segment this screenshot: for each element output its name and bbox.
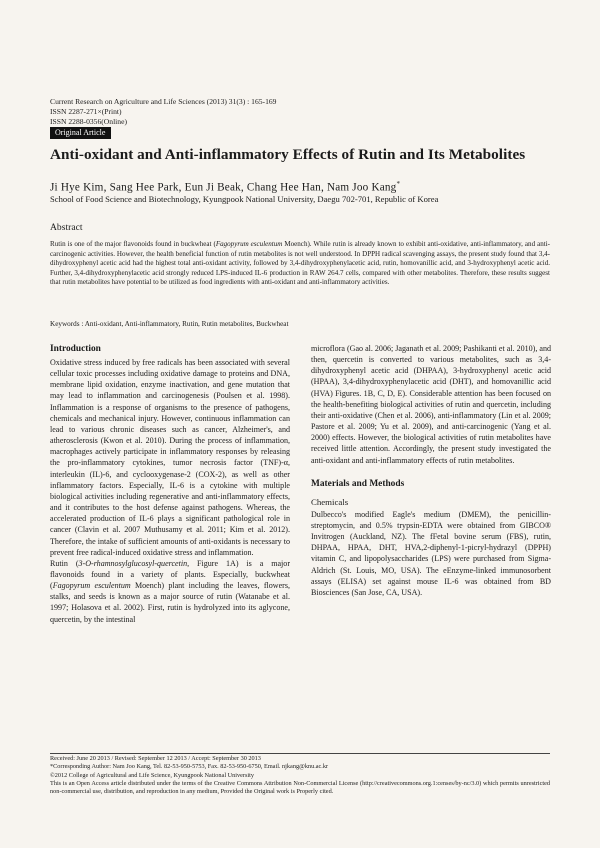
methods-heading: Materials and Methods xyxy=(311,478,405,489)
intro-p2-italic-1: 3-O-rhamnosylglucosyl-quercetin xyxy=(78,558,188,568)
article-title: Anti-oxidant and Anti-inflammatory Effects of Rutin and Its Metabolites xyxy=(50,146,526,163)
article-type-badge: Original Article xyxy=(50,127,111,139)
author-names: Ji Hye Kim, Sang Hee Park, Eun Ji Beak, Chang Hee Han, Nam Joo Kang xyxy=(50,181,397,194)
chemicals-paragraph: Dulbecco's modified Eagle's medium (DMEM), the penicillin-streptomycin, and 0.5% trypsin-EDTA were obtained from GIBCO® Invitrogen (Auckland, NZ). The fFetal bovine serum (FBS), rutin, DHPAA, HPAA, DHT, HVA,2-diphenyl-1-picryl-hydrazyl (DPPH) vitamin C, and lipopolysaccharides (LPS) were purchased from Sigma-Aldrich (St. Louis, MO, USA). The eEnzyme-linked immunosorbent assays (ELISA) set against mouse IL-6 was obtained from BD Biosciences (San Jose, CA, USA). xyxy=(311,509,551,597)
footer-corresponding: *Corresponding Author: Nam Joo Kang, Tel. 82-53-950-5753, Fax. 82-53-950-6750, Email. njkang@knu.ac.kr xyxy=(50,763,329,771)
intro-p2-italic-2: Fagopyrum esculentum xyxy=(52,581,131,591)
intro-p2-text-a: Rutin ( xyxy=(50,558,79,568)
intro-paragraph-2 xyxy=(50,558,290,625)
journal-header xyxy=(50,97,276,127)
abstract-text-2: Moench). While rutin is already known to exhibit anti-oxidative, anti-inflammatory, and anti-carcinogenic activities. However, the health beneficial function of rutin metabolites is not well understood. In DPPH radical scavenging assays, the present study found that 3,4-dihydroxyphenyl acetic acid had the highest total anti-oxidant activity, followed by 3,4-dihydroxyphenylacetic acid, rutin, homovanillic acid, and 3-hydroxyphenyl acetic acid. Further, 3,4-dihydroxyphenylacetic acid strongly reduced LPS-induced IL-6 production in RAW 264.7 cells, compared with other metabolites. Therefore, these results suggest that rutin metabolites have potential to be utilized as food ingredients with anti-oxidant and anti-inflammatory activities. xyxy=(50,240,550,286)
abstract-heading: Abstract xyxy=(50,222,83,233)
footer-divider xyxy=(50,753,550,754)
footer-dates: Received: June 20 2013 / Revised: September 12 2013 / Accept: September 30 2013 xyxy=(50,755,261,762)
corresponding-mark: * xyxy=(396,180,401,188)
journal-citation: Current Research on Agriculture and Life Sciences (2013) 31(3) : 165-169 xyxy=(50,97,277,106)
issn-print: ISSN 2287-271×(Print) xyxy=(50,107,122,116)
author-list xyxy=(50,180,400,194)
footer-license: This is an Open Access article distributed under the terms of the Creative Commons Attribution Non-Commercial License (http://creativecommons.org.1:censes/by-nc/3.0) which permits unrestricted non-commercial use, distribution, and reproduction in any medium, Provided the Original work is Properly cited. xyxy=(50,779,550,796)
keywords: Keywords : Anti-oxidant, Anti-inflammatory, Rutin, Rutin metabolites, Buckwheat xyxy=(50,320,289,328)
left-column xyxy=(50,343,290,625)
abstract-species: Fagopyrum esculentum xyxy=(215,240,283,248)
abstract-body xyxy=(50,240,550,288)
intro-paragraph-1: Oxidative stress induced by free radicals has been associated with several cellular toxic processes including oxidative damage to proteins and DNA, membrane lipid oxidation, enzyme inactivation, and gene mutation that may lead to inflammation and carcinogenesis (Poulsen et al. 1998). Inflammation is a response of organisms to the presence of pathogens, chemicals and mechanical injury. However, continuous inflammation can lead to various chronic diseases such as cancer, Alzheimer's, and atherosclerosis (Kwon et al. 2010). During the process of inflammation, macrophages actively participate in inflammatory responses by releasing the pro-inflammatory cytokines, tumor necrosis factor (TNF)-α, interleukin (IL)-6, and cyclooxygenase-2 (COX-2), as well as other inflammatory factors. Especially, IL-6 is a cytokine with multiple biological activities including regenerative and anti-inflammatory effects, and it contributes to the host defense against pathogens. Whereas, the accelerated production of IL-6 plays a significant pathological role in cancer (Clavin et al. 2007 Muthusamy et al. 2011; Kim et al. 2012). Therefore, the intake of sufficient amounts of anti-oxidants is necessary to prevent free radical-induced oxidative stress and inflammation. xyxy=(50,358,290,557)
intro-continued-paragraph: microflora (Gao al. 2006; Jaganath et al. 2009; Pashikanti et al. 2010), and then, quercetin is converted to various metabolites, such as 3,4-dihydroxyphenyl acetic acid (DHPAA), 3-hydroxyphenyl acetic acid (HPAA), 3,4-dihydroxyphenylacetic acid (DHT), and homovanillic acid (HVA) Figures. 1B, C, D, E). Considerable attention has been focused on the health-benefiting biological activities of rutin and quercetin, including their anti-oxidative (Chen et al. 2006), anti-inflammatory (Lin et al. 2009; Pastore et al. 2009; Yu et al. 2009), and anti-carcinogenic (Yang et al. 2000) effects. However, the biological activities of rutin metabolites have received little attention. Accordingly, the present study investigated the anti-oxidant and anti-inflammatory effects of rutin metabolites. xyxy=(311,344,551,465)
intro-p2-text-c: Moench) plant including the leaves, flowers, stalks, and seeds is known as a major source of rutin (Watanabe et al. 1997; Holasova et al. 2002). First, rutin is hydrolyzed into its aglycone, quercetin, by the intestinal xyxy=(50,581,290,624)
abstract-text-1: Rutin is one of the major flavonoids found in buckwheat ( xyxy=(50,240,216,248)
chemicals-subheading: Chemicals xyxy=(311,496,349,507)
footer-notes xyxy=(50,755,550,796)
introduction-heading: Introduction xyxy=(50,344,101,354)
issn-online: ISSN 2288-0356(Online) xyxy=(50,117,127,126)
affiliation: School of Food Science and Biotechnology, Kyungpook National University, Daegu 702-701, Republic of Korea xyxy=(50,194,439,204)
intro-p2-text-b: , Figure 1A) is a major flavonoids found in a variety of plants. Especially, buckwheat ( xyxy=(50,558,290,591)
right-column xyxy=(311,343,551,598)
footer-copyright: ©2012 College of Agricultural and Life Science, Kyungpook National University xyxy=(50,771,255,779)
